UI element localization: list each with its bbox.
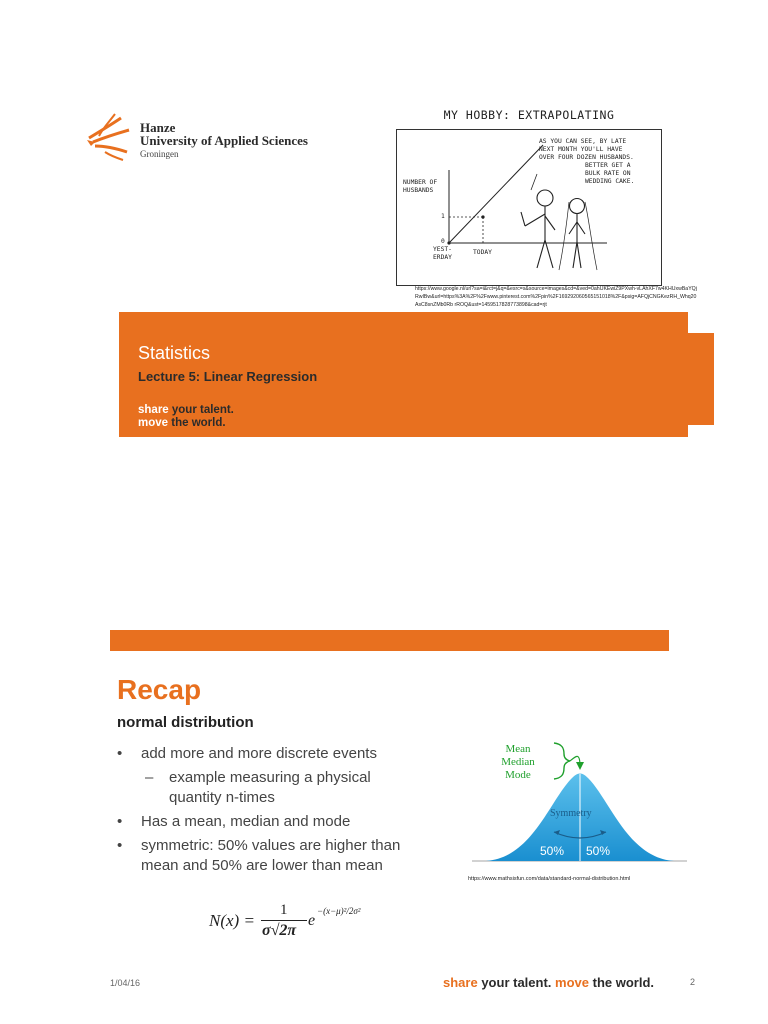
page-number: 2 — [690, 977, 696, 987]
normal-distribution-figure — [472, 740, 687, 870]
hanze-logo — [85, 112, 308, 162]
comic-x-label-today: TODAY — [473, 249, 492, 256]
bullet-item: • symmetric: 50% values are higher than mean and 50% are lower than mean — [117, 837, 401, 874]
logo-text-hanze: Hanze — [140, 120, 176, 135]
slide-title: Recap — [117, 674, 202, 705]
flame-logo-icon — [85, 112, 135, 162]
comic-tick-0: 0 — [441, 238, 445, 245]
slide-subtitle: normal distribution — [117, 714, 254, 731]
formula-base: e — [308, 912, 316, 929]
formula-denominator: σ√2π — [262, 922, 297, 939]
logo-text-university: University of Applied Sciences — [140, 133, 308, 148]
comic-source-url: https://www.google.nl/url?sa=i&rct=j&q=&esrc=s&source=images&cd=&ved=0ahUKEwiZ9PXwh-vLAhXF7w4KHUxwBaYQjRwIBw&url=https%3A%2F%2Fwww.pinterest.com%2Fpin%2F169292060565151018%2F&psig=AFQjCNGKezRH_Whq20AsC8snZMb0Rb rROQ&ust=1459517828773898&cad=rjt — [415, 286, 697, 308]
tagline-line-1: share your talent. — [138, 404, 234, 416]
comic-speech: AS YOU CAN SEE, BY LATE NEXT MONTH YOU'LL HAVE OVER FOUR DOZEN HUSBANDS. BETTER GET A BULK RATE ON WEDDING CAKE. — [539, 138, 635, 185]
logo-text-city: Groningen — [140, 149, 179, 159]
comic-title: MY HOBBY: EXTRAPOLATING — [443, 108, 615, 122]
formula-exponent: −(x−μ)²/2σ² — [317, 906, 361, 916]
central-tendency-labels: Mean Median Mode — [501, 743, 535, 781]
deck-title: Statistics — [138, 343, 211, 363]
fraction-bar — [261, 920, 307, 921]
comic-y-label: NUMBER OF HUSBANDS — [403, 179, 438, 194]
sub-bullet-item: – example measuring a physical quantity n-times — [145, 769, 371, 806]
footer-tagline: share your talent. move the world. — [443, 975, 655, 990]
figure-source-url: https://www.mathsisfun.com/data/standard-normal-distribution.html — [468, 876, 631, 882]
left-half-label: 50% — [540, 844, 565, 858]
xkcd-comic — [396, 108, 662, 286]
deck-subtitle: Lecture 5: Linear Regression — [138, 369, 318, 384]
comic-x-label-yesterday: YEST- ERDAY — [433, 246, 452, 261]
right-half-label: 50% — [586, 844, 611, 858]
bullet-item: • add more and more discrete events — [117, 745, 377, 762]
formula-numerator: 1 — [280, 902, 288, 918]
symmetry-label: Symmetry — [550, 808, 592, 819]
bullet-item: • Has a mean, median and mode — [117, 813, 351, 830]
footer-date: 1/04/16 — [110, 978, 141, 988]
slide-header-strip — [110, 630, 669, 651]
title-banner-tab — [688, 333, 714, 425]
formula-lhs: N(x) = — [209, 911, 255, 930]
comic-tick-1: 1 — [441, 213, 445, 220]
tagline-line-2: move the world. — [138, 417, 226, 429]
normal-pdf-formula — [207, 902, 387, 952]
